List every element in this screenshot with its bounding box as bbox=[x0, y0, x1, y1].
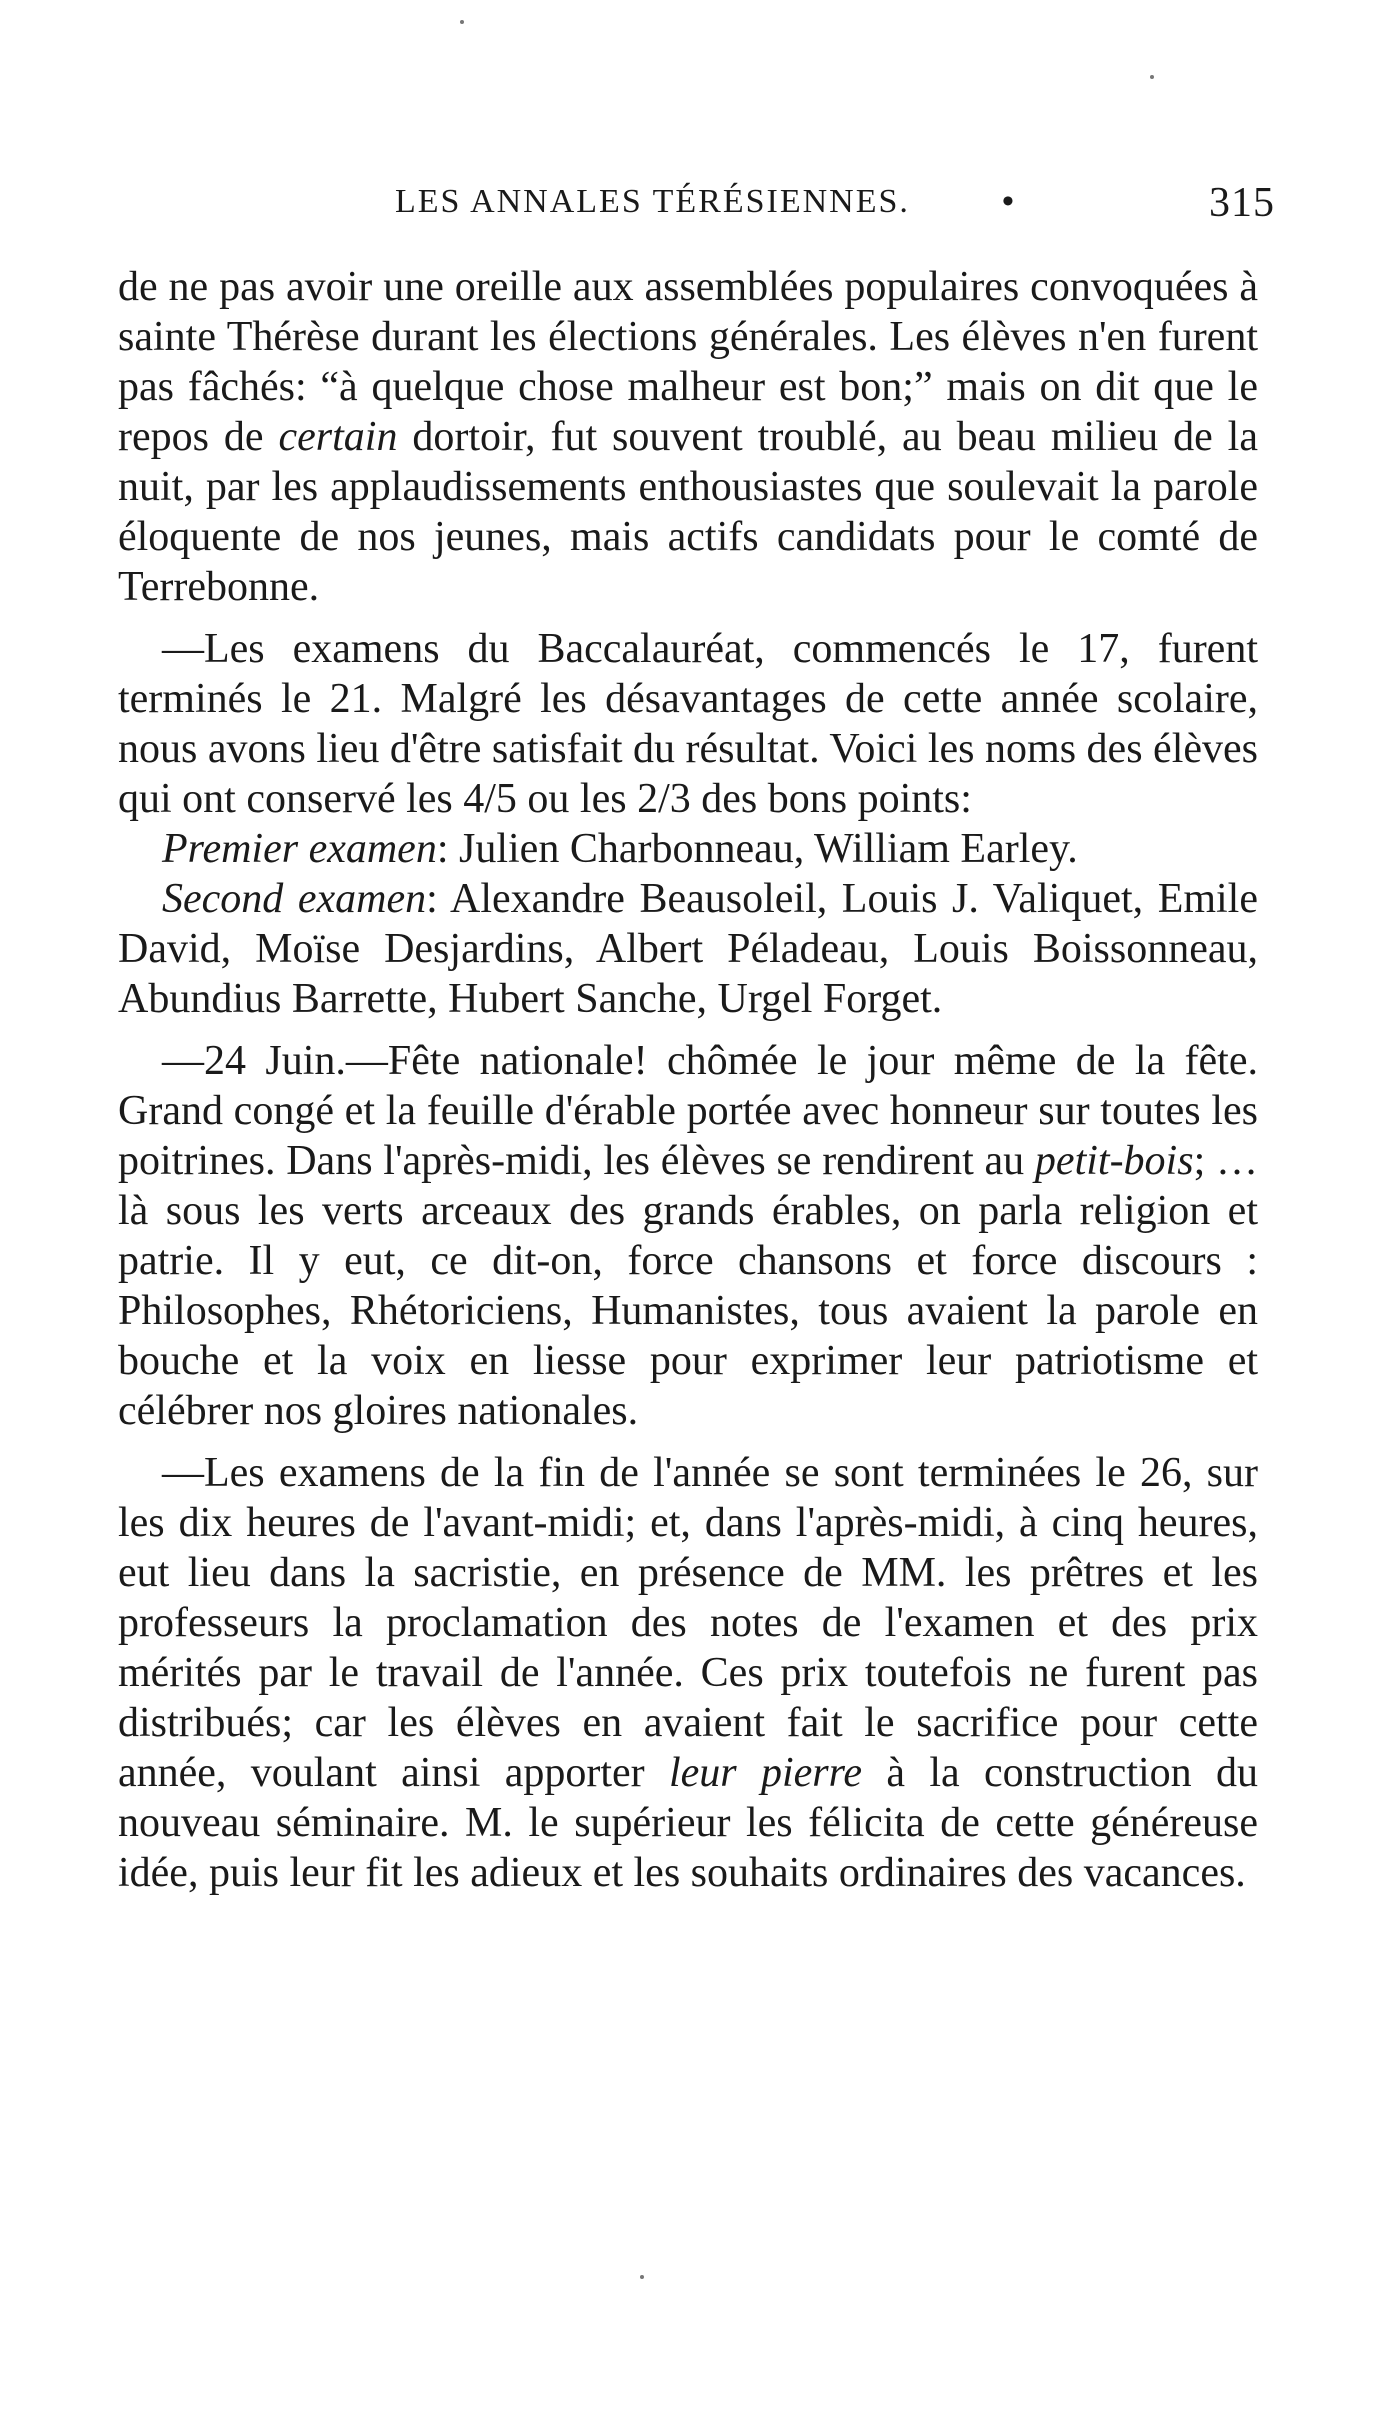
running-head: LES ANNALES TÉRÉSIENNES. bbox=[395, 183, 910, 220]
italic-phrase: certain bbox=[278, 414, 398, 460]
text-run: : Alexandre Beausoleil, Louis J. Valiquet, Emile David, Moïse Desjardins, Albert Péladeau, Louis Boissonneau, Abundius Barrette, Hubert Sanche, Urgel Forget. bbox=[118, 876, 1258, 1022]
text-run: —24 Juin.—Fête nationale! chômée le jour même de la fête. Grand congé et la feuille d'érable portée avec honneur sur toutes les poitrines. Dans l'après-midi, les élèves se rendirent au bbox=[118, 1038, 1258, 1184]
page-number: 315 bbox=[1209, 180, 1275, 226]
paragraph-fete-nationale bbox=[118, 1036, 1258, 1436]
paragraph-premier-examen bbox=[118, 824, 1258, 874]
text-run: dortoir, fut souvent troublé, au beau milieu de la nuit, par les applaudissements enthousiastes que soulevait la parole éloquente de nos jeunes, mais actifs candidats pour le comté de Terrebonne. bbox=[118, 414, 1258, 610]
italic-phrase: Premier examen bbox=[162, 826, 437, 872]
italic-phrase: Second examen bbox=[162, 876, 427, 922]
paragraph-second-examen bbox=[118, 874, 1258, 1024]
italic-phrase: leur pierre bbox=[669, 1750, 863, 1796]
text-run: : Julien Charbonneau, William Earley. bbox=[436, 826, 1078, 872]
text-run: —Les examens de la fin de l'année se sont terminées le 26, sur les dix heures de l'avant-midi; et, dans l'après-midi, à cinq heures, eut lieu dans la sacristie, en présence de MM. les prêtres et les professeurs la proclamation des notes de l'examen et des prix mérités par le travail de l'année. Ces prix toutefois ne furent pas distribués; car les élèves en avaient fait le sacrifice pour cette année, voulant ainsi apporter bbox=[118, 1450, 1258, 1796]
header-ornament: • bbox=[1002, 183, 1016, 220]
body-text bbox=[118, 262, 1258, 1898]
text-run: ; … là sous les verts arceaux des grands érables, on parla religion et patrie. Il y eut, ce dit-on, force chansons et force discours : Philosophes, Rhétoriciens, Humanistes, tous avaient la parole en bouche et la voix en liesse pour exprimer leur patriotisme et célébrer nos gloires nationales. bbox=[118, 1138, 1258, 1434]
paragraph-fin-annee bbox=[118, 1448, 1258, 1898]
text-run: —Les examens du Baccalauréat, commencés le 17, furent terminés le 21. Malgré les désavantages de cette année scolaire, nous avons lieu d'être satisfait du résultat. Voici les noms des élèves qui ont conservé les 4/5 ou les 2/3 des bons points: bbox=[118, 626, 1258, 822]
page-header bbox=[395, 180, 1275, 233]
text-run: à la construction du nouveau séminaire. M. le supérieur les félicita de cette généreuse idée, puis leur fit les adieux et les souhaits ordinaires des vacances. bbox=[118, 1750, 1258, 1896]
paper-speck bbox=[460, 20, 464, 24]
paper-speck bbox=[640, 2275, 644, 2279]
text-run: de ne pas avoir une oreille aux assemblées populaires convoquées à sainte Thérèse durant les élections générales. Les élèves n'en furent pas fâchés: “à quelque chose malheur est bon;” mais on dit que le repos de bbox=[118, 264, 1258, 460]
paper-speck bbox=[1150, 75, 1154, 79]
italic-phrase: petit-bois bbox=[1034, 1138, 1194, 1184]
paragraph-continuation bbox=[118, 262, 1258, 612]
paragraph-baccalaureat bbox=[118, 624, 1258, 824]
